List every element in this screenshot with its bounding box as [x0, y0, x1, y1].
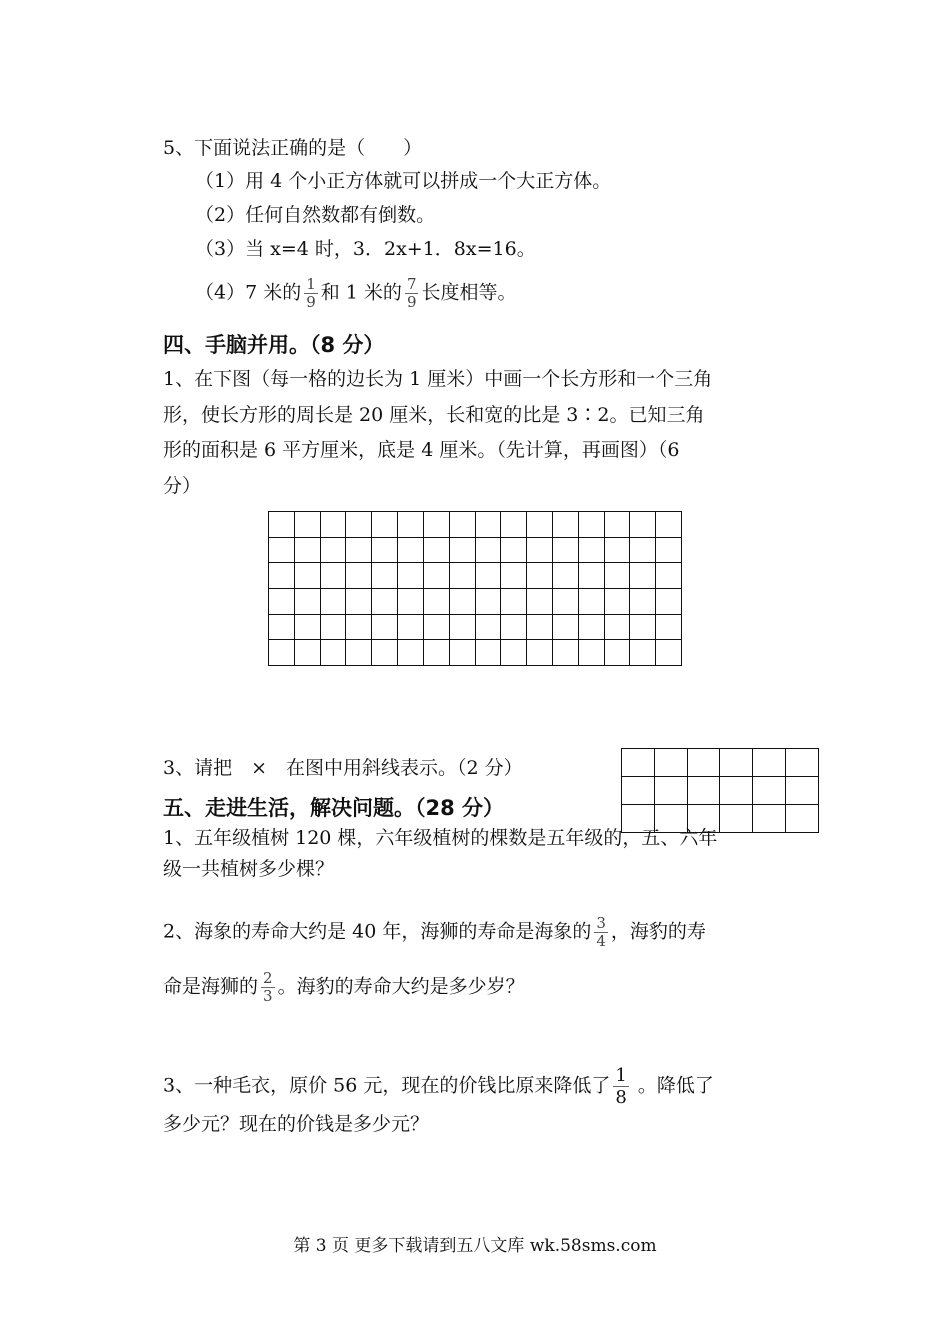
grid-row [269, 563, 682, 589]
grid-cell[interactable] [630, 512, 656, 538]
grid-cell[interactable] [320, 614, 346, 640]
grid-cell[interactable] [786, 749, 819, 777]
grid-cell[interactable] [320, 640, 346, 666]
s5-q1-line1: 1、五年级植树 120 棵，六年级植树的棵数是五年级的，五、六年 [163, 827, 718, 849]
grid-cell[interactable] [346, 614, 372, 640]
grid-cell[interactable] [656, 563, 682, 589]
fraction-denominator: 8 [615, 1087, 627, 1108]
fraction-denominator: 3 [263, 987, 273, 1005]
s5-q2-line2 [163, 970, 525, 1005]
s5-q3-line2: 多少元？现在的价钱是多少元？ [163, 1113, 430, 1135]
grid-cell[interactable] [654, 777, 687, 805]
grid-cell[interactable] [294, 563, 320, 589]
grid-cell[interactable] [527, 588, 553, 614]
grid-cell[interactable] [423, 614, 449, 640]
grid-row [269, 640, 682, 666]
grid-cell[interactable] [753, 777, 786, 805]
fraction-1-9 [304, 276, 318, 311]
grid-row [269, 614, 682, 640]
grid-cell[interactable] [552, 512, 578, 538]
s5-q2-line1 [163, 915, 706, 950]
grid-cell[interactable] [630, 614, 656, 640]
grid-cell[interactable] [604, 588, 630, 614]
grid-cell[interactable] [372, 512, 398, 538]
grid-cell[interactable] [527, 512, 553, 538]
grid-cell[interactable] [294, 640, 320, 666]
grid-cell[interactable] [656, 588, 682, 614]
section-4-heading: 四、手脑并用。（8 分） [163, 333, 385, 357]
grid-cell[interactable] [501, 614, 527, 640]
grid-cell[interactable] [423, 588, 449, 614]
q5-option-4-suffix: 长度相等。 [421, 281, 517, 304]
grid-cell[interactable] [604, 563, 630, 589]
grid-cell[interactable] [269, 640, 295, 666]
s4-q1-line3: 形的面积是 6 平方厘米，底是 4 厘米。（先计算，再画图）（6 [163, 439, 680, 461]
grid-cell[interactable] [527, 563, 553, 589]
fraction-denominator: 4 [596, 932, 606, 950]
grid-cell[interactable] [475, 512, 501, 538]
grid-cell[interactable] [269, 537, 295, 563]
page-footer: 第 3 页 更多下载请到五八文库 wk.58sms.com [293, 1236, 657, 1256]
grid-cell[interactable] [578, 614, 604, 640]
drawing-grid[interactable] [268, 511, 682, 666]
grid-cell[interactable] [552, 588, 578, 614]
q5-option-2: （2）任何自然数都有倒数。 [195, 204, 436, 226]
s5-q2-line1-suffix: ，海豹的寿 [610, 920, 706, 943]
grid-cell[interactable] [786, 777, 819, 805]
grid-cell[interactable] [630, 588, 656, 614]
grid-cell[interactable] [501, 537, 527, 563]
grid-cell[interactable] [687, 749, 720, 777]
grid-cell[interactable] [501, 588, 527, 614]
fraction-numerator: 2 [263, 969, 273, 987]
grid-cell[interactable] [320, 537, 346, 563]
grid-cell[interactable] [654, 749, 687, 777]
grid-cell[interactable] [604, 614, 630, 640]
grid-cell[interactable] [604, 640, 630, 666]
grid-cell[interactable] [786, 805, 819, 833]
grid-cell[interactable] [423, 640, 449, 666]
s5-q3-line1-suffix: 。降低了 [637, 1074, 714, 1097]
q5-option-3: （3）当 x=4 时，3．2x+1．8x=16。 [195, 238, 536, 260]
q5-option-4-prefix: （4）7 米的 [195, 281, 302, 304]
grid-cell[interactable] [346, 563, 372, 589]
fraction-1-8 [613, 1065, 628, 1108]
grid-cell[interactable] [501, 512, 527, 538]
grid-cell[interactable] [346, 537, 372, 563]
grid-row [269, 588, 682, 614]
grid-cell[interactable] [656, 537, 682, 563]
grid-cell[interactable] [656, 640, 682, 666]
grid-cell[interactable] [527, 537, 553, 563]
grid-cell[interactable] [449, 588, 475, 614]
grid-cell[interactable] [320, 563, 346, 589]
grid-cell[interactable] [449, 614, 475, 640]
grid-cell[interactable] [604, 537, 630, 563]
grid-cell[interactable] [398, 537, 424, 563]
grid-cell[interactable] [720, 805, 753, 833]
grid-cell[interactable] [449, 537, 475, 563]
grid-cell[interactable] [294, 614, 320, 640]
grid-cell[interactable] [449, 512, 475, 538]
q5-option-1: （1）用 4 个小正方体就可以拼成一个大正方体。 [195, 170, 612, 192]
grid-cell[interactable] [398, 563, 424, 589]
section-5-heading: 五、走进生活，解决问题。（28 分） [163, 796, 505, 820]
grid-cell[interactable] [552, 563, 578, 589]
grid-cell[interactable] [372, 614, 398, 640]
grid-cell[interactable] [320, 512, 346, 538]
grid-cell[interactable] [753, 805, 786, 833]
grid-cell[interactable] [501, 563, 527, 589]
grid-cell[interactable] [269, 588, 295, 614]
grid-cell[interactable] [552, 537, 578, 563]
s5-q1-line2: 级一共植树多少棵？ [163, 858, 335, 880]
grid-cell[interactable] [372, 563, 398, 589]
fraction-numerator: 1 [306, 275, 316, 293]
grid-cell[interactable] [269, 563, 295, 589]
grid-cell[interactable] [449, 563, 475, 589]
grid-cell[interactable] [622, 777, 655, 805]
s4-q1-line4: 分） [163, 475, 202, 497]
grid-cell[interactable] [656, 614, 682, 640]
grid-row [622, 749, 819, 777]
grid-cell[interactable] [687, 777, 720, 805]
grid-cell[interactable] [475, 614, 501, 640]
fraction-2-3 [261, 970, 275, 1005]
grid-cell[interactable] [656, 512, 682, 538]
grid-cell[interactable] [720, 777, 753, 805]
grid-cell[interactable] [630, 640, 656, 666]
fraction-numerator: 7 [406, 275, 417, 293]
s4-q1-line1: 1、在下图（每一格的边长为 1 厘米）中画一个长方形和一个三角 [163, 368, 713, 390]
grid-cell[interactable] [423, 563, 449, 589]
grid-cell[interactable] [475, 588, 501, 614]
grid-cell[interactable] [578, 588, 604, 614]
fraction-numerator: 3 [596, 914, 606, 932]
grid-cell[interactable] [578, 563, 604, 589]
grid-cell[interactable] [578, 537, 604, 563]
fraction-denominator: 9 [406, 293, 417, 311]
grid-cell[interactable] [475, 563, 501, 589]
grid-cell[interactable] [398, 614, 424, 640]
grid-cell[interactable] [578, 640, 604, 666]
grid-cell[interactable] [294, 537, 320, 563]
grid-cell[interactable] [372, 588, 398, 614]
grid-cell[interactable] [552, 614, 578, 640]
grid-cell[interactable] [720, 749, 753, 777]
grid-cell[interactable] [269, 512, 295, 538]
grid-cell[interactable] [372, 640, 398, 666]
q5-option-4-mid: 和 1 米的 [320, 281, 402, 304]
grid-cell[interactable] [398, 588, 424, 614]
grid-cell[interactable] [294, 512, 320, 538]
grid-cell[interactable] [346, 512, 372, 538]
fraction-7-9 [405, 276, 419, 311]
s5-q2-line2-prefix: 命是海狮的 [163, 975, 259, 998]
s4-q3: 3、请把 × 在图中用斜线表示。（2 分） [163, 757, 523, 779]
s5-q3-line1 [163, 1065, 714, 1108]
s4-q1-line2: 形，使长方形的周长是 20 厘米，长和宽的比是 3∶2。已知三角 [163, 404, 705, 426]
grid-cell[interactable] [527, 640, 553, 666]
grid-cell[interactable] [398, 512, 424, 538]
fraction-3-4 [594, 915, 608, 950]
grid-cell[interactable] [753, 749, 786, 777]
grid-cell[interactable] [449, 640, 475, 666]
grid-cell[interactable] [423, 537, 449, 563]
shading-grid[interactable] [621, 748, 819, 833]
grid-cell[interactable] [527, 614, 553, 640]
grid-row [622, 777, 819, 805]
q5-option-4 [195, 276, 517, 311]
grid-cell[interactable] [294, 588, 320, 614]
grid-cell[interactable] [630, 563, 656, 589]
grid-cell[interactable] [604, 512, 630, 538]
s5-q3-line1-prefix: 3、一种毛衣，原价 56 元，现在的价钱比原来降低了 [163, 1074, 611, 1097]
grid-cell[interactable] [372, 537, 398, 563]
grid-cell[interactable] [622, 749, 655, 777]
grid-row [269, 512, 682, 538]
s5-q2-line2-suffix: 。海豹的寿命大约是多少岁？ [277, 975, 525, 998]
grid-cell[interactable] [578, 512, 604, 538]
q5-stem: 5、下面说法正确的是（ ） [163, 137, 423, 159]
grid-cell[interactable] [320, 588, 346, 614]
grid-cell[interactable] [552, 640, 578, 666]
grid-cell[interactable] [346, 588, 372, 614]
grid-cell[interactable] [398, 640, 424, 666]
grid-cell[interactable] [475, 640, 501, 666]
grid-cell[interactable] [630, 537, 656, 563]
grid-row [269, 537, 682, 563]
grid-cell[interactable] [475, 537, 501, 563]
grid-cell[interactable] [269, 614, 295, 640]
fraction-denominator: 9 [306, 293, 316, 311]
fraction-numerator: 1 [615, 1065, 627, 1086]
grid-cell[interactable] [346, 640, 372, 666]
grid-cell[interactable] [423, 512, 449, 538]
s5-q2-line1-prefix: 2、海象的寿命大约是 40 年，海狮的寿命是海象的 [163, 920, 592, 943]
grid-cell[interactable] [501, 640, 527, 666]
